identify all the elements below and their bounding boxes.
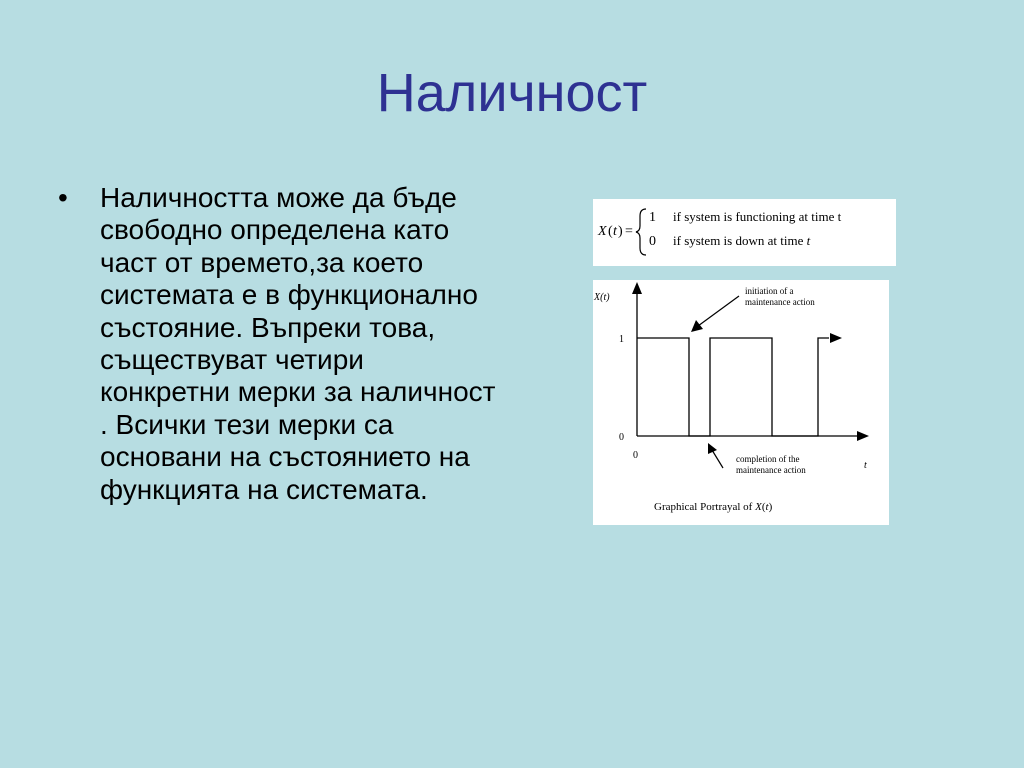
formula-lhs-arg: t bbox=[613, 224, 617, 239]
graph-caption: Graphical Portrayal of X(t) bbox=[654, 501, 773, 513]
signal-waveform bbox=[637, 338, 829, 436]
formula-lhs-var: X bbox=[598, 224, 607, 239]
y-axis-label: X(t) bbox=[594, 292, 610, 303]
formula-equals: = bbox=[625, 224, 633, 239]
annotation-top-line1: initiation of a bbox=[745, 286, 794, 296]
formula-brace bbox=[636, 209, 646, 255]
waveform-arrow-icon bbox=[830, 333, 842, 343]
graph-image bbox=[593, 280, 889, 525]
slide-title: Наличност bbox=[376, 63, 648, 123]
graph-svg bbox=[593, 280, 889, 525]
annotation-bottom-line1: completion of the bbox=[736, 454, 800, 464]
bullet-dot-icon: • bbox=[58, 182, 68, 213]
x-axis-arrow-icon bbox=[857, 431, 869, 441]
annotation-bottom-line bbox=[712, 450, 723, 468]
annotation-top-line2: maintenance action bbox=[745, 297, 815, 307]
formula-lhs-close-paren: ) bbox=[618, 224, 623, 239]
x-axis-label: t bbox=[864, 460, 867, 471]
y-tick-high: 1 bbox=[619, 334, 624, 345]
formula-case2-value: 0 bbox=[649, 234, 656, 249]
formula-image bbox=[593, 199, 896, 266]
y-tick-low: 0 bbox=[619, 432, 624, 443]
y-axis-arrow-icon bbox=[632, 282, 642, 294]
formula-svg bbox=[593, 199, 896, 266]
formula-case1-text: if system is functioning at time t bbox=[673, 209, 842, 224]
formula-case1-value: 1 bbox=[649, 210, 656, 225]
bullet-text: Наличността може да бъде свободно определена като част от времето,за което системата е в функционално състояние. Въпреки това, съществуват четири конкретни мерки за наличност . Всички тези мерки са основани на състоянието на функцията на системата. bbox=[100, 182, 496, 505]
annotation-top-arrow-icon bbox=[691, 320, 703, 332]
x-origin-label: 0 bbox=[633, 450, 638, 461]
annotation-bottom-arrow-icon bbox=[708, 443, 717, 454]
formula-lhs-open-paren: ( bbox=[608, 224, 613, 239]
annotation-top-line bbox=[698, 296, 739, 326]
formula-case2-text: if system is down at time t bbox=[673, 233, 811, 248]
annotation-bottom-line2: maintenance action bbox=[736, 465, 806, 475]
